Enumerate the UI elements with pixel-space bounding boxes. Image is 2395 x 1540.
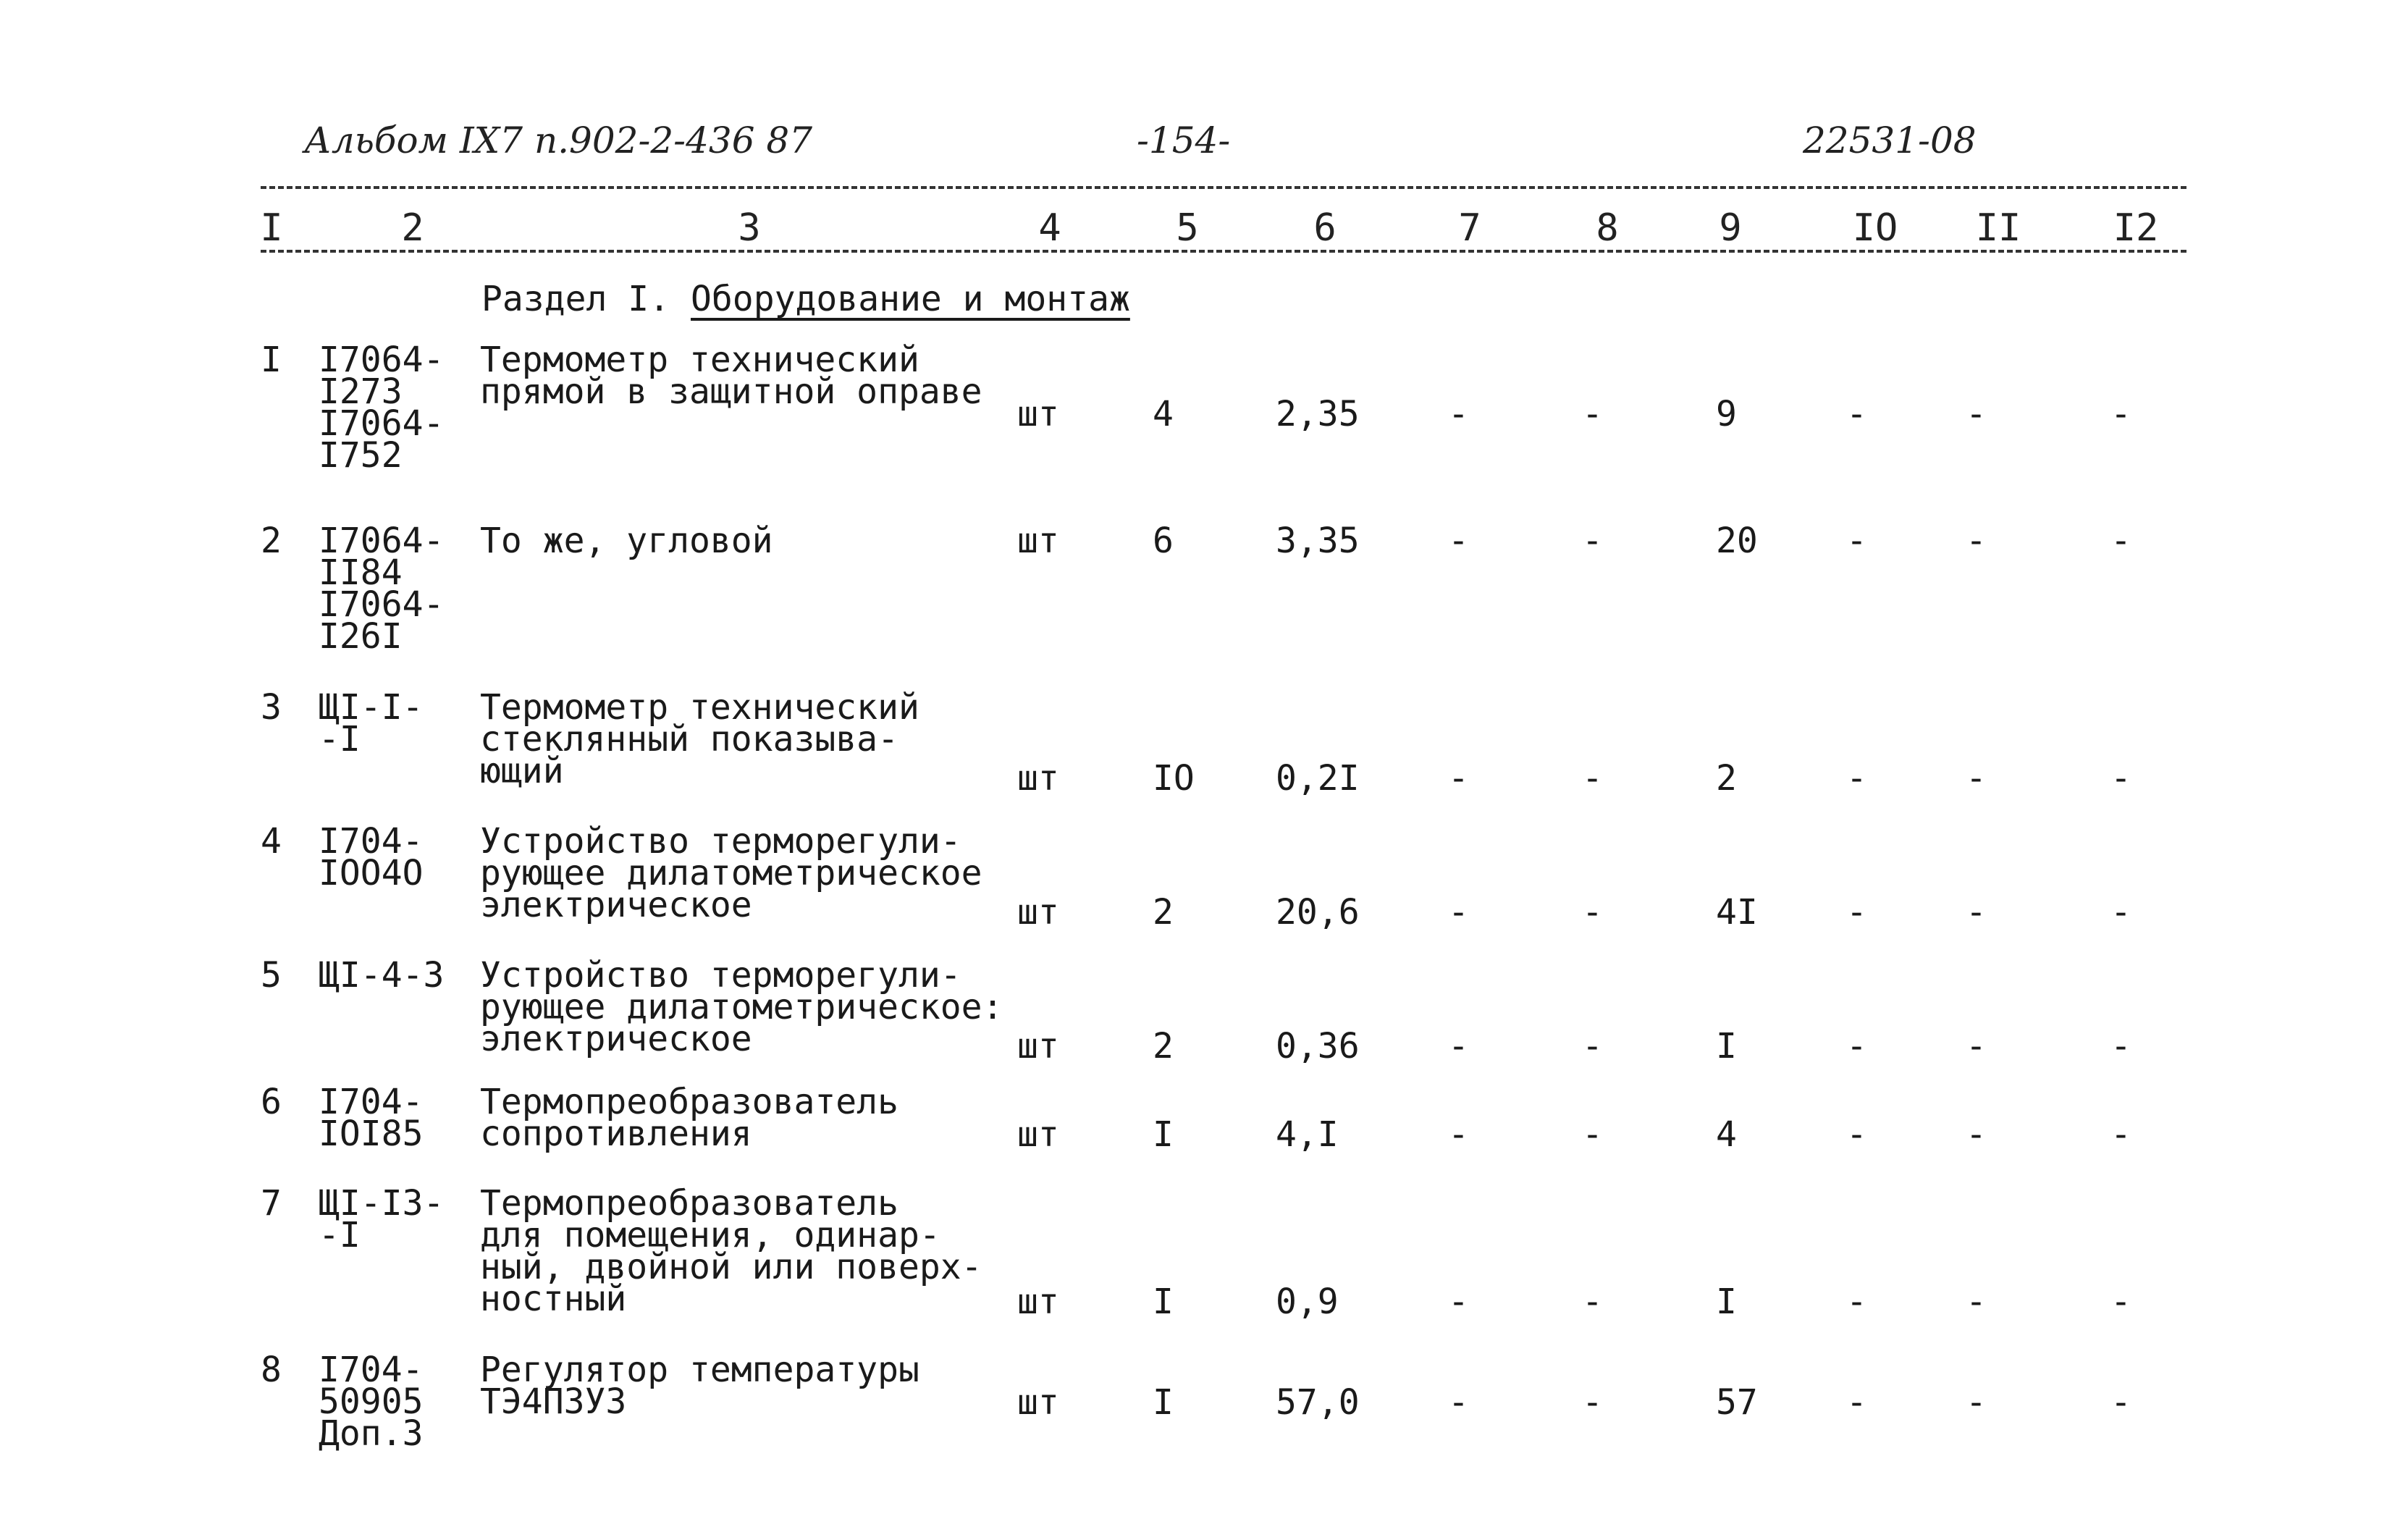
row-col8: - [1582,892,1603,933]
row-number: 3 [261,687,282,728]
row-col7: - [1448,1382,1469,1423]
row-col10: - [1846,1382,1867,1423]
row-col10: - [1846,758,1867,799]
header-divider [261,186,2186,189]
section-title: Оборудование и монтаж [691,279,1130,319]
row-number: 7 [261,1183,282,1224]
column-number: 4 [1038,206,1061,250]
row-code: I7064- II84 I7064- I26I [319,521,445,657]
row-col8: - [1582,1026,1603,1066]
row-code: I704- IOI85 [319,1082,424,1154]
row-col12: - [2110,1026,2131,1066]
row-code: ЩI-I- -I [319,687,424,760]
row-col11: - [1966,1282,1987,1322]
row-price: 3,35 [1276,521,1360,561]
column-number: 7 [1458,206,1481,250]
row-col11: - [1966,1026,1987,1066]
row-col11: - [1966,758,1987,799]
row-code: ЩI-I3- -I [319,1183,445,1255]
row-col10: - [1846,394,1867,434]
row-number: 5 [261,955,282,996]
row-col12: - [2110,758,2131,799]
row-col10: - [1846,521,1867,561]
row-col11: - [1966,1114,1987,1155]
row-unit: шт [1017,521,1059,561]
row-col9: 2 [1716,758,1737,799]
row-code: ЩI-4-3 [319,955,445,996]
row-unit: шт [1017,1026,1059,1066]
row-col8: - [1582,1382,1603,1423]
row-price: 0,2I [1276,758,1360,799]
row-name: Термопреобразователь сопротивления [480,1082,898,1154]
row-price: 20,6 [1276,892,1360,933]
row-col9: I [1716,1026,1737,1066]
row-name: То же, угловой [480,521,773,561]
row-number: 2 [261,521,282,561]
row-col9: 57 [1716,1382,1758,1423]
row-col7: - [1448,521,1469,561]
row-unit: шт [1017,1382,1059,1423]
row-col10: - [1846,892,1867,933]
row-col9: 4I [1716,892,1758,933]
row-number: 6 [261,1082,282,1122]
column-number: IO [1852,206,1898,250]
row-col10: - [1846,1282,1867,1322]
row-col9: 9 [1716,394,1737,434]
row-name: Термопреобразователь для помещения, одинар- ный, двойной или поверх- ностный [480,1183,982,1319]
row-col7: - [1448,758,1469,799]
row-col9: 20 [1716,521,1758,561]
column-number: 9 [1719,206,1742,250]
row-unit: шт [1017,394,1059,434]
row-col8: - [1582,1114,1603,1155]
column-number: I [260,206,283,250]
row-col11: - [1966,394,1987,434]
row-col11: - [1966,892,1987,933]
row-quantity: I [1153,1382,1174,1423]
row-col11: - [1966,1382,1987,1423]
row-col7: - [1448,892,1469,933]
section-heading [481,279,1130,319]
row-unit: шт [1017,892,1059,933]
row-name: Регулятор температуры ТЭ4ПЗУЗ [480,1350,919,1422]
row-number: I [261,340,282,380]
row-quantity: 2 [1153,1026,1174,1066]
row-price: 57,0 [1276,1382,1360,1423]
row-name: Устройство терморегули- рующее дилатометрическое электрическое [480,821,982,925]
row-col8: - [1582,521,1603,561]
row-number: 4 [261,821,282,862]
column-number: 6 [1313,206,1337,250]
row-name: Устройство терморегули- рующее дилатометрическое: электрическое [480,955,1003,1059]
row-name: Термометр технический прямой в защитной оправе [480,340,982,412]
row-col12: - [2110,892,2131,933]
row-quantity: 2 [1153,892,1174,933]
row-number: 8 [261,1350,282,1390]
row-col9: 4 [1716,1114,1737,1155]
row-col8: - [1582,1282,1603,1322]
column-number: 8 [1596,206,1619,250]
column-number: 2 [401,206,424,250]
row-unit: шт [1017,1282,1059,1322]
row-col8: - [1582,758,1603,799]
row-price: 4,I [1276,1114,1339,1155]
row-col12: - [2110,1114,2131,1155]
row-code: I704- IOO4O [319,821,424,893]
page-number: -154- [1137,119,1231,161]
column-number: 5 [1176,206,1199,250]
row-quantity: I [1153,1114,1174,1155]
row-col7: - [1448,1282,1469,1322]
row-col8: - [1582,394,1603,434]
row-col12: - [2110,1382,2131,1423]
row-quantity: 4 [1153,394,1174,434]
row-col12: - [2110,521,2131,561]
column-number: 3 [738,206,761,250]
row-col7: - [1448,394,1469,434]
row-code: I7064- I273 I7064- I752 [319,340,445,476]
column-number: II [1975,206,2021,250]
row-col10: - [1846,1026,1867,1066]
column-number: I2 [2113,206,2159,250]
row-quantity: I [1153,1282,1174,1322]
row-name: Термометр технический стеклянный показыва- ющий [480,687,919,791]
document-code: 22531-08 [1803,119,1977,161]
row-price: 0,36 [1276,1026,1360,1066]
row-unit: шт [1017,758,1059,799]
column-number-divider [261,250,2186,253]
row-col12: - [2110,394,2131,434]
row-col11: - [1966,521,1987,561]
row-price: 0,9 [1276,1282,1339,1322]
row-col9: I [1716,1282,1737,1322]
row-code: I704- 50905 Доп.3 [319,1350,424,1454]
row-col10: - [1846,1114,1867,1155]
album-reference: Альбом IХ7 п.902-2-436 87 [304,119,813,161]
row-quantity: IO [1153,758,1195,799]
section-prefix: Раздел I. [481,279,670,319]
row-price: 2,35 [1276,394,1360,434]
row-col7: - [1448,1026,1469,1066]
row-col7: - [1448,1114,1469,1155]
row-col12: - [2110,1282,2131,1322]
row-unit: шт [1017,1114,1059,1155]
row-quantity: 6 [1153,521,1174,561]
